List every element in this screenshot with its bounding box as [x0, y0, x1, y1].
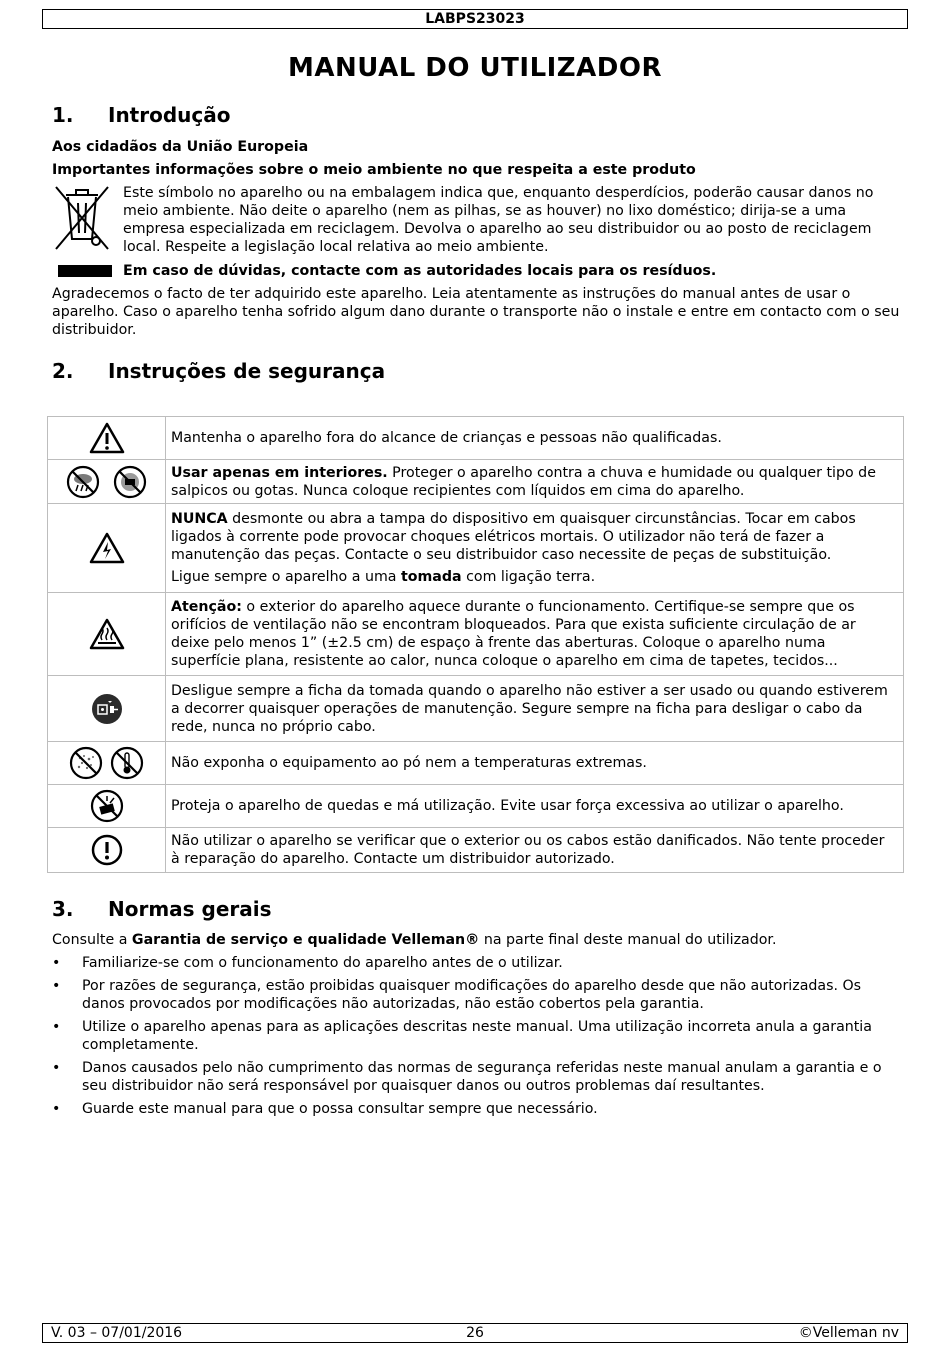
list-item: • Danos causados pelo não cumprimento das normas de segurança referidas neste manual anulam a garantia e o seu distribuidor não será responsável por quaisquer danos ou outros problemas daí resultantes.: [52, 1059, 900, 1095]
unplug-icon: [90, 692, 124, 726]
safety-row: [48, 593, 904, 676]
safety-icon-cell: [48, 676, 166, 742]
safety-text: [171, 464, 895, 500]
safety-text-bold: Usar apenas em interiores.: [171, 464, 388, 481]
no-extreme-temperature-icon: [110, 746, 144, 780]
page-footer: [42, 1323, 908, 1343]
page-header: [42, 9, 908, 29]
section-1-title: Introdução: [108, 103, 231, 127]
safety-text-cell: [166, 460, 904, 504]
safety-text: Desligue sempre a ficha da tomada quando o aparelho não estiver a ser usado ou quando estiverem a decorrer quaisquer operações de manutenção. Segure sempre na ficha para desligar o cabo da rede, nunca no próprio cabo.: [171, 682, 888, 735]
weee-bin-icon: [52, 183, 112, 253]
safety-text: [171, 510, 895, 564]
safety-icon-cell: [48, 785, 166, 828]
list-item: • Familiarize-se com o funcionamento do aparelho antes de o utilizar.: [52, 954, 900, 972]
safety-icon-cell: [48, 828, 166, 873]
safety-text-cell: [166, 742, 904, 785]
section-1-heading: [52, 103, 231, 127]
safety-text: Não exponha o equipamento ao pó nem a temperaturas extremas.: [171, 755, 647, 771]
safety-extra-bold: tomada: [400, 569, 462, 585]
section-2-number: 2.: [52, 359, 74, 383]
safety-text-cell: [166, 504, 904, 593]
footer-page-number: 26: [466, 1325, 484, 1341]
safety-icon-cell: [48, 593, 166, 676]
no-rain-icon: [66, 465, 100, 499]
warranty-intro-post: na parte final deste manual do utilizador.: [479, 932, 777, 948]
section-2-heading: [52, 359, 385, 383]
no-water-splash-icon: [113, 465, 147, 499]
model-number: LABPS23023: [425, 11, 525, 27]
safety-row: [48, 742, 904, 785]
safety-text: [171, 598, 895, 670]
environment-heading: Importantes informações sobre o meio ambiente no que respeita a este produto: [52, 162, 696, 178]
footer-version: V. 03 – 07/01/2016: [51, 1325, 183, 1341]
safety-text-bold: Atenção:: [171, 599, 242, 615]
safety-extra-post: com ligação terra.: [461, 569, 596, 585]
safety-text: Mantenha o aparelho fora do alcance de crianças e pessoas não qualificadas.: [171, 430, 722, 446]
exclamation-icon: [91, 834, 123, 866]
safety-text-body: o exterior do aparelho aquece durante o funcionamento. Certifique-se sempre que os orifícios de ventilação não se encontram bloqueados. Para que exista suficiente circulação de ar deixe pelo menos 1” (±2.5 cm) de espaço à frente das aberturas. Coloque o aparelho numa superfície plana, resistente ao calor, nunca coloque o aparelho em cima de tapetes, tecidos...: [171, 599, 856, 669]
eu-heading: Aos cidadãos da União Europeia: [52, 139, 309, 155]
safety-text-cell: [166, 593, 904, 676]
footer-copyright: ©Velleman nv: [798, 1325, 899, 1341]
section-3-number: 3.: [52, 897, 74, 921]
document-title: MANUAL DO UTILIZADOR: [288, 53, 662, 83]
safety-text-cell: [166, 417, 904, 460]
safety-text-bold: NUNCA: [171, 511, 228, 527]
safety-text-body: desmonte ou abra a tampa do dispositivo em quaisquer circunstâncias. Tocar em cabos ligados à corrente pode provocar choques elétricos mortais. O utilizador não terá de fazer a manutenção das peças. Contacte o seu distribuidor caso necessite de peças de substituição.: [171, 511, 856, 563]
safety-row: [48, 785, 904, 828]
no-dust-icon: [69, 746, 103, 780]
list-item: • Por razões de segurança, estão proibidas quaisquer modificações do aparelho desde que não autorizadas. Os danos provocados por modificações não autorizadas, não estão cobertos pela garantia.: [52, 977, 900, 1013]
safety-icon-cell: [48, 460, 166, 504]
safety-icon-cell: [48, 742, 166, 785]
warranty-intro: [52, 931, 902, 949]
protect-from-shock-icon: [90, 789, 124, 823]
weee-black-bar: [58, 265, 112, 277]
section-3-heading: [52, 897, 272, 921]
list-item: • Utilize o aparelho apenas para as aplicações descritas neste manual. Uma utilização incorreta anula a garantia completamente.: [52, 1018, 900, 1054]
section-1-number: 1.: [52, 103, 74, 127]
general-rules-list: [52, 954, 900, 1123]
safety-row: [48, 828, 904, 873]
safety-text: Não utilizar o aparelho se verificar que o exterior ou os cabos estão danificados. Não tente proceder à reparação do aparelho. Contacte um distribuidor autorizado.: [171, 833, 885, 867]
safety-row: [48, 460, 904, 504]
safety-icon-cell: [48, 504, 166, 593]
safety-text: Proteja o aparelho de quedas e má utilização. Evite usar força excessiva ao utilizar o aparelho.: [171, 798, 844, 814]
weee-contact-note: Em caso de dúvidas, contacte com as autoridades locais para os resíduos.: [123, 263, 717, 279]
section-3-title: Normas gerais: [108, 897, 272, 921]
warning-triangle-icon: [89, 422, 125, 454]
section-2-title: Instruções de segurança: [108, 359, 386, 383]
warranty-intro-pre: Consulte a: [52, 932, 132, 948]
safety-icon-cell: [48, 417, 166, 460]
safety-row: [48, 676, 904, 742]
weee-description: Este símbolo no aparelho ou na embalagem indica que, enquanto desperdícios, poderão causar danos no meio ambiente. Não deite o aparelho (nem as pilhas, se as houver) no lixo doméstico; dirija-se a uma empresa especializada em reciclagem. Devolva o aparelho ao seu distribuidor ou ao posto de reciclagem local. Respeite a legislação local relativa ao meio ambiente.: [123, 185, 874, 255]
warranty-intro-bold: Garantia de serviço e qualidade Velleman®: [131, 932, 480, 948]
hot-surface-icon: [89, 618, 125, 650]
safety-extra-pre: Ligue sempre o aparelho a uma: [171, 569, 401, 585]
safety-row: [48, 504, 904, 593]
electric-shock-icon: [89, 532, 125, 564]
safety-text-cell: [166, 828, 904, 873]
safety-text-extra: [171, 568, 895, 586]
safety-row: [48, 417, 904, 460]
safety-text-cell: [166, 785, 904, 828]
safety-table: [47, 416, 904, 873]
thanks-paragraph: Agradecemos o facto de ter adquirido este aparelho. Leia atentamente as instruções do manual antes de usar o aparelho. Caso o aparelho tenha sofrido algum dano durante o transporte não o instale e entre em contacto com o seu distribuidor.: [52, 286, 900, 338]
safety-text-body: Proteger o aparelho contra a chuva e humidade ou qualquer tipo de salpicos ou gotas. Nunca coloque recipientes com líquidos em cima do aparelho.: [171, 464, 876, 499]
list-item: • Guarde este manual para que o possa consultar sempre que necessário.: [52, 1100, 900, 1118]
safety-text-cell: [166, 676, 904, 742]
